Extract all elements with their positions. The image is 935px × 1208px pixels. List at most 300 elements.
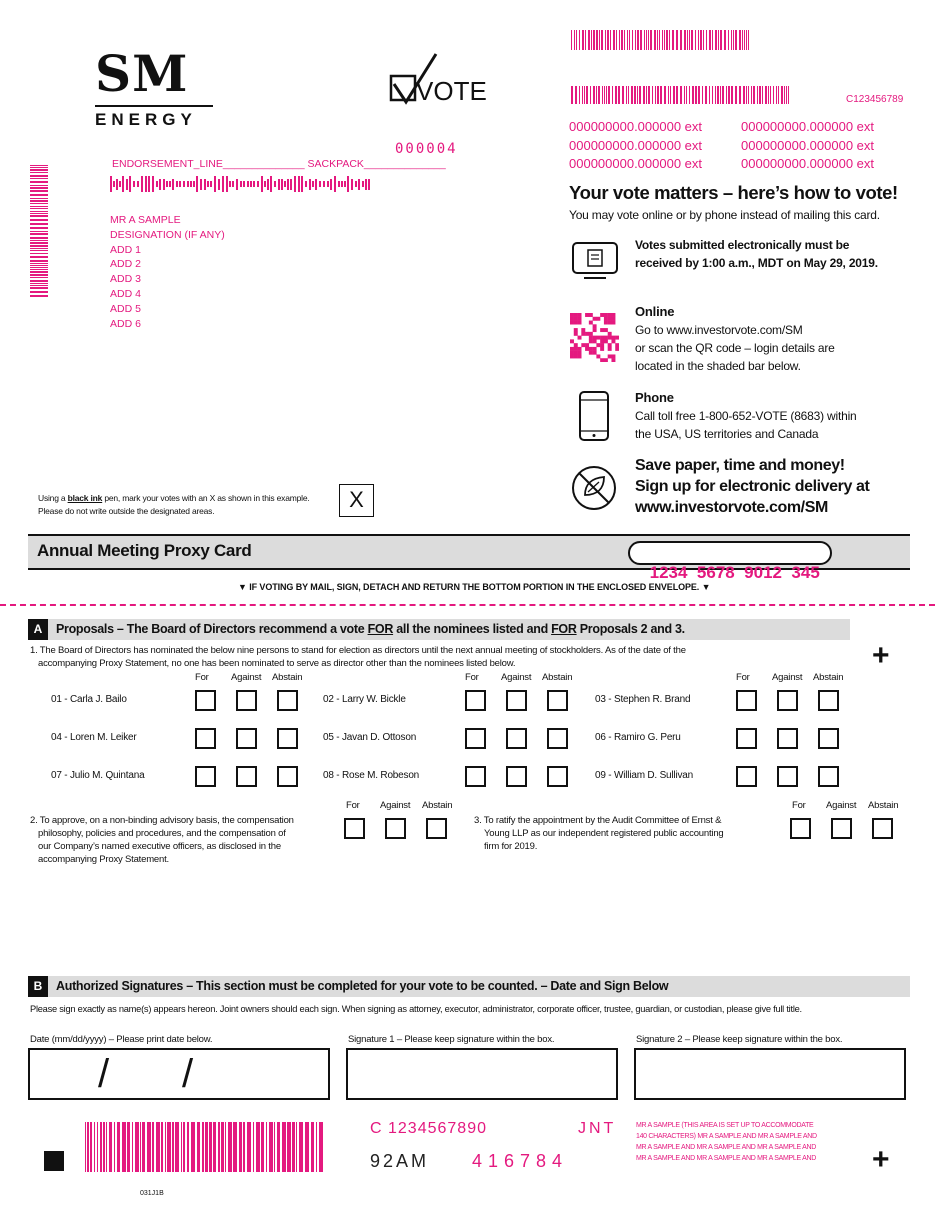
barcode-bar bbox=[113, 181, 115, 187]
barcode-bar bbox=[30, 277, 48, 278]
nominee-against-checkbox[interactable] bbox=[506, 728, 527, 749]
proposal2-against-checkbox[interactable] bbox=[385, 818, 406, 839]
ext-lines: 000000000.000000 ext 000000000.000000 ext 000000000.000000 ext 000000000.000000 ext 000000000.000000 ext 000000000.000000 ext bbox=[569, 119, 875, 171]
qr-code-icon bbox=[570, 313, 619, 362]
barcode-bar bbox=[161, 1122, 163, 1172]
barcode-bar bbox=[247, 181, 249, 187]
barcode-bar bbox=[30, 287, 48, 289]
barcode-bar bbox=[319, 181, 321, 187]
barcode-bar bbox=[193, 181, 195, 187]
barcode-bar bbox=[680, 86, 682, 104]
barcode-bar bbox=[334, 176, 336, 192]
barcode-bar bbox=[613, 30, 615, 50]
barcode-bar bbox=[659, 30, 660, 50]
barcode-bar bbox=[30, 233, 48, 235]
barcode-bar bbox=[689, 30, 690, 50]
no-paper-leaf-icon bbox=[570, 464, 618, 512]
barcode-bar bbox=[612, 86, 613, 104]
barcode-bar bbox=[654, 30, 656, 50]
barcode-bar bbox=[30, 175, 48, 177]
barcode-bar bbox=[668, 86, 669, 104]
barcode-bar bbox=[700, 30, 702, 50]
barcode-bar bbox=[30, 265, 48, 266]
barcode-bar bbox=[163, 179, 165, 190]
barcode-bar bbox=[743, 86, 745, 104]
proposal3-against-checkbox[interactable] bbox=[831, 818, 852, 839]
barcode-bar bbox=[312, 181, 314, 187]
barcode-bar bbox=[106, 1122, 107, 1172]
barcode-bar bbox=[287, 1122, 291, 1172]
date-slash-1: / bbox=[98, 1052, 110, 1096]
barcode-bar bbox=[243, 1122, 245, 1172]
example-x-mark: X bbox=[349, 487, 364, 512]
barcode-bar bbox=[724, 30, 726, 50]
nominee-against-checkbox[interactable] bbox=[506, 766, 527, 787]
nominee-for-checkbox[interactable] bbox=[195, 728, 216, 749]
proposal2-for-checkbox[interactable] bbox=[344, 818, 365, 839]
barcode-bar bbox=[30, 167, 48, 168]
barcode-bar bbox=[695, 30, 696, 50]
barcode-bar bbox=[141, 176, 143, 192]
barcode-bar bbox=[786, 86, 787, 104]
barcode-bar bbox=[243, 181, 245, 187]
proposal3-header-against: Against bbox=[826, 800, 857, 811]
barcode-bar bbox=[30, 242, 48, 244]
barcode-bar bbox=[117, 1122, 120, 1172]
barcode-bar bbox=[240, 181, 242, 187]
barcode-bar bbox=[739, 86, 741, 104]
nominee-abstain-checkbox[interactable] bbox=[547, 690, 568, 711]
phone-icon bbox=[578, 390, 610, 442]
column-header-for: For bbox=[195, 672, 209, 683]
barcode-bar bbox=[30, 285, 48, 286]
barcode-bar bbox=[358, 179, 360, 190]
logo-word: ENERGY bbox=[95, 110, 197, 129]
barcode-bar bbox=[30, 227, 48, 229]
barcode-bar bbox=[30, 213, 48, 214]
footer-code1: 92AM bbox=[370, 1151, 430, 1171]
barcode-bar bbox=[122, 176, 124, 192]
barcode-bar bbox=[253, 181, 255, 187]
barcode-bar bbox=[129, 176, 131, 192]
barcode-bar bbox=[156, 1122, 160, 1172]
barcode-bar bbox=[30, 194, 48, 196]
signature-instructions: Please sign exactly as name(s) appears hereon. Joint owners should each sign. When signing as attorney, executor, administrator, corporate officer, trustee, guardian, or custodian, please give full title. bbox=[30, 1004, 802, 1014]
barcode-bar bbox=[698, 30, 699, 50]
barcode-bar bbox=[152, 176, 154, 192]
barcode-bar bbox=[183, 181, 185, 187]
barcode-bar bbox=[281, 179, 283, 190]
barcode-bar bbox=[127, 1122, 130, 1172]
barcode-bar bbox=[30, 165, 48, 166]
nominee-abstain-checkbox[interactable] bbox=[818, 728, 839, 749]
barcode-bar bbox=[179, 181, 181, 187]
barcode-bar bbox=[30, 203, 48, 204]
barcode-bar bbox=[119, 181, 121, 187]
barcode-bar bbox=[148, 176, 150, 192]
barcode-bar bbox=[757, 86, 758, 104]
column-header-abstain: Abstain bbox=[272, 672, 303, 683]
barcode-bar bbox=[590, 86, 591, 104]
barcode-bar bbox=[290, 179, 292, 190]
barcode-bar bbox=[30, 219, 48, 221]
barcode-bar bbox=[602, 86, 603, 104]
barcode-bar bbox=[30, 198, 48, 199]
barcode-bar bbox=[748, 30, 749, 50]
barcode-bar bbox=[618, 86, 620, 104]
barcode-bar bbox=[341, 181, 343, 187]
barcode-bar bbox=[202, 1122, 204, 1172]
barcode-bar bbox=[605, 30, 606, 50]
barcode-bar bbox=[299, 1122, 303, 1172]
barcode-bar bbox=[142, 1122, 145, 1172]
barcode-bar bbox=[648, 30, 649, 50]
barcode-bar bbox=[30, 169, 48, 171]
barcode-bar bbox=[30, 263, 48, 264]
barcode-bar bbox=[30, 215, 48, 217]
proposal1-intro: 1. The Board of Directors has nominated the below nine persons to stand for election as directors until the next annual meeting of stockholders. As of the date of the accompanying Proxy Statement, no one has been nominated to serve as director other than the nominees listed below. bbox=[30, 645, 686, 669]
barcode-bar bbox=[169, 181, 171, 187]
barcode-bar bbox=[635, 30, 636, 50]
barcode-bar bbox=[631, 86, 633, 104]
barcode-bar bbox=[133, 181, 135, 187]
barcode-bar bbox=[624, 30, 625, 50]
barcode-bar bbox=[292, 1122, 295, 1172]
nominee-for-checkbox[interactable] bbox=[736, 728, 757, 749]
barcode-bar bbox=[735, 30, 737, 50]
barcode-bar bbox=[715, 30, 717, 50]
barcode-bar bbox=[135, 1122, 139, 1172]
nominee-for-checkbox[interactable] bbox=[195, 766, 216, 787]
column-header-abstain: Abstain bbox=[542, 672, 573, 683]
barcode-bar bbox=[226, 176, 228, 192]
barcode-bar bbox=[598, 86, 600, 104]
barcode-bar bbox=[629, 30, 630, 50]
barcode-bar bbox=[628, 86, 629, 104]
barcode-bar bbox=[662, 30, 663, 50]
barcode-bar bbox=[190, 181, 192, 187]
barcode-bar bbox=[702, 86, 703, 104]
barcode-bar bbox=[608, 86, 610, 104]
nominee-against-checkbox[interactable] bbox=[506, 690, 527, 711]
nominee-against-checkbox[interactable] bbox=[777, 728, 798, 749]
barcode-bar bbox=[689, 86, 690, 104]
example-mark-box bbox=[339, 484, 374, 517]
barcode-bar bbox=[30, 206, 48, 207]
barcode-bar bbox=[676, 86, 678, 104]
nominee-for-checkbox[interactable] bbox=[195, 690, 216, 711]
barcode-bar bbox=[90, 1122, 92, 1172]
barcode-bar bbox=[616, 30, 617, 50]
footer-code2: 416784 bbox=[472, 1151, 569, 1171]
barcode-bar bbox=[687, 30, 688, 50]
barcode-bar bbox=[30, 295, 48, 297]
barcode-bar bbox=[751, 86, 752, 104]
barcode-bar bbox=[717, 86, 719, 104]
barcode-bar bbox=[637, 30, 639, 50]
barcode-bar bbox=[109, 1122, 112, 1172]
barcode-bar bbox=[575, 86, 577, 104]
computer-icon bbox=[570, 240, 620, 282]
barcode-bar bbox=[323, 181, 325, 187]
barcode-bar bbox=[759, 86, 761, 104]
barcode-bar bbox=[588, 30, 590, 50]
barcode-bar bbox=[269, 1122, 273, 1172]
barcode-bar bbox=[172, 1122, 174, 1172]
barcode-bar bbox=[236, 179, 238, 190]
barcode-bar bbox=[294, 176, 296, 192]
nominee-name: 07 - Julio M. Quintana bbox=[51, 770, 145, 781]
nominee-against-checkbox[interactable] bbox=[236, 690, 257, 711]
footer-sample-names: MR A SAMPLE (THIS AREA IS SET UP TO ACCOMMODATE 140 CHARACTERS) MR A SAMPLE AND MR A SAMPLE AND MR A SAMPLE AND MR A SAMPLE AND MR A SAMPLE AND MR A SAMPLE AND MR A SAMPLE AND MR A SAMPLE AND bbox=[636, 1122, 817, 1162]
barcode-bar bbox=[639, 86, 641, 104]
barcode-bar bbox=[30, 280, 48, 282]
barcode-bar bbox=[666, 30, 668, 50]
barcode-bar bbox=[728, 86, 730, 104]
barcode-bar bbox=[284, 181, 286, 187]
barcode-bar bbox=[746, 86, 747, 104]
barcode-bar bbox=[30, 269, 48, 270]
barcode-bar bbox=[233, 1122, 237, 1172]
nominee-abstain-checkbox[interactable] bbox=[818, 766, 839, 787]
postal-barcode-second bbox=[571, 86, 829, 104]
barcode-bar bbox=[705, 86, 707, 104]
barcode-bar bbox=[210, 181, 212, 187]
barcode-bar bbox=[137, 181, 139, 187]
barcode-bar bbox=[222, 176, 224, 192]
barcode-bar bbox=[114, 1122, 115, 1172]
vote-heading: Your vote matters – here’s how to vote! bbox=[569, 182, 898, 203]
footer-jnt: JNT bbox=[578, 1120, 617, 1137]
column-header-against: Against bbox=[772, 672, 803, 683]
barcode-bar bbox=[315, 179, 317, 190]
barcode-bar bbox=[247, 1122, 251, 1172]
barcode-bar bbox=[739, 30, 741, 50]
detach-note: ▼ IF VOTING BY MAIL, SIGN, DETACH AND RETURN THE BOTTOM PORTION IN THE ENCLOSED ENVELOPE. ▼ bbox=[238, 582, 711, 592]
barcode-bar bbox=[196, 176, 198, 192]
barcode-bar bbox=[187, 181, 189, 187]
barcode-bar bbox=[30, 181, 48, 183]
barcode-bar bbox=[232, 181, 234, 187]
nominee-abstain-checkbox[interactable] bbox=[277, 766, 298, 787]
proposal3-header-for: For bbox=[792, 800, 806, 811]
barcode-bar bbox=[267, 179, 269, 190]
barcode-bar bbox=[579, 86, 580, 104]
proposal2-header-against: Against bbox=[380, 800, 411, 811]
barcode-bar bbox=[712, 30, 713, 50]
sm-energy-logo bbox=[95, 44, 220, 136]
barcode-bar bbox=[576, 30, 577, 50]
barcode-bar bbox=[30, 200, 48, 202]
barcode-bar bbox=[748, 86, 749, 104]
nominee-for-checkbox[interactable] bbox=[465, 690, 486, 711]
column-header-abstain: Abstain bbox=[813, 672, 844, 683]
proposal2-text: 2. To approve, on a non-binding advisory basis, the compensation philosophy, policies and procedures, and the compensation of our Company’s named executive officers, as disclosed in the accompanying Proxy Statement. bbox=[30, 815, 294, 865]
barcode-bar bbox=[670, 86, 671, 104]
nominee-against-checkbox[interactable] bbox=[777, 690, 798, 711]
barcode-bar bbox=[621, 30, 623, 50]
barcode-bar bbox=[715, 86, 716, 104]
nominee-for-checkbox[interactable] bbox=[465, 766, 486, 787]
barcode-bar bbox=[695, 86, 697, 104]
barcode-bar bbox=[652, 86, 653, 104]
proposal3-text: 3. To ratify the appointment by the Audit Committee of Ernst & Young LLP as our independent registered public accounting firm for 2019. bbox=[474, 815, 724, 852]
proposal2-abstain-checkbox[interactable] bbox=[426, 818, 447, 839]
barcode-bar bbox=[746, 30, 747, 50]
barcode-bar bbox=[261, 176, 263, 192]
nominee-name: 09 - William D. Sullivan bbox=[595, 770, 694, 781]
barcode-bar bbox=[316, 1122, 317, 1172]
nominee-against-checkbox[interactable] bbox=[236, 766, 257, 787]
barcode-bar bbox=[30, 283, 48, 284]
barcode-bar bbox=[753, 86, 755, 104]
barcode-bar bbox=[672, 30, 674, 50]
vote-subheading: You may vote online or by phone instead of mailing this card. bbox=[569, 208, 880, 222]
barcode-bar bbox=[586, 86, 588, 104]
barcode-bar bbox=[30, 223, 48, 225]
barcode-bar bbox=[781, 86, 783, 104]
column-header-for: For bbox=[736, 672, 750, 683]
signature-2-field[interactable] bbox=[634, 1048, 906, 1100]
barcode-bar bbox=[165, 1122, 166, 1172]
barcode-bar bbox=[30, 211, 48, 212]
barcode-bar bbox=[720, 86, 721, 104]
barcode-bar bbox=[30, 208, 48, 209]
barcode-bar bbox=[85, 1122, 86, 1172]
barcode-bar bbox=[330, 179, 332, 190]
barcode-bar bbox=[30, 231, 48, 232]
card-title: Annual Meeting Proxy Card bbox=[37, 541, 252, 560]
barcode-bar bbox=[30, 260, 48, 262]
barcode-bar bbox=[596, 86, 597, 104]
barcode-bar bbox=[229, 181, 231, 187]
barcode-bar bbox=[277, 1122, 280, 1172]
marking-instructions: Using a black ink pen, mark your votes with an X as shown in this example. Please do not write outside the designated areas. bbox=[38, 493, 310, 516]
barcode-bar bbox=[712, 86, 713, 104]
barcode-bar bbox=[250, 181, 252, 187]
barcode-bar bbox=[571, 30, 572, 50]
barcode-bar bbox=[30, 185, 48, 186]
barcode-bar bbox=[274, 181, 276, 187]
barcode-bar bbox=[591, 30, 592, 50]
signature-1-field[interactable] bbox=[346, 1048, 618, 1100]
nominee-abstain-checkbox[interactable] bbox=[277, 690, 298, 711]
barcode-bar bbox=[709, 30, 711, 50]
nominee-abstain-checkbox[interactable] bbox=[818, 690, 839, 711]
nominee-against-checkbox[interactable] bbox=[777, 766, 798, 787]
proposal2-header-abstain: Abstain bbox=[422, 800, 453, 811]
barcode-bar bbox=[768, 86, 769, 104]
nominee-for-checkbox[interactable] bbox=[465, 728, 486, 749]
electronic-deadline: Votes submitted electronically must be received by 1:00 a.m., MDT on May 29, 2019. bbox=[635, 238, 878, 270]
barcode-bar bbox=[116, 179, 118, 190]
barcode-bar bbox=[214, 176, 216, 192]
nominee-name: 04 - Loren M. Leiker bbox=[51, 732, 137, 743]
proposal3-for-checkbox[interactable] bbox=[790, 818, 811, 839]
barcode-bar bbox=[274, 1122, 275, 1172]
nominee-abstain-checkbox[interactable] bbox=[547, 728, 568, 749]
barcode-bar bbox=[650, 30, 652, 50]
barcode-bar bbox=[30, 291, 48, 293]
barcode-bar bbox=[648, 86, 650, 104]
barcode-bar bbox=[200, 179, 202, 190]
barcode-bar bbox=[643, 86, 645, 104]
nominee-abstain-checkbox[interactable] bbox=[277, 728, 298, 749]
barcode-bar bbox=[126, 179, 128, 190]
barcode-bar bbox=[228, 1122, 232, 1172]
paper-savings: Save paper, time and money! Sign up for electronic delivery at www.investorvote.com/SM bbox=[635, 457, 870, 516]
barcode-bar bbox=[770, 86, 771, 104]
barcode-bar bbox=[655, 86, 656, 104]
barcode-bar bbox=[30, 237, 48, 239]
barcode-bar bbox=[103, 1122, 105, 1172]
barcode-bar bbox=[610, 30, 611, 50]
barcode-bar bbox=[776, 86, 777, 104]
nominee-name: 01 - Carla J. Bailo bbox=[51, 694, 127, 705]
barcode-bar bbox=[253, 1122, 254, 1172]
barcode-bar bbox=[132, 1122, 133, 1172]
nominee-name: 05 - Javan D. Ottoson bbox=[323, 732, 417, 743]
barcode-bar bbox=[338, 181, 340, 187]
barcode-bar bbox=[172, 179, 174, 190]
perforation-line bbox=[0, 604, 935, 606]
barcode-bar bbox=[327, 181, 329, 187]
nominee-name: 02 - Larry W. Bickle bbox=[323, 694, 406, 705]
nominee-for-checkbox[interactable] bbox=[736, 690, 757, 711]
sequence-number: 000004 bbox=[395, 141, 458, 157]
barcode-bar bbox=[30, 256, 48, 258]
barcode-bar bbox=[191, 1122, 195, 1172]
barcode-bar bbox=[311, 1122, 314, 1172]
barcode-bar bbox=[351, 179, 353, 190]
barcode-bar bbox=[197, 1122, 200, 1172]
date-field[interactable] bbox=[28, 1048, 330, 1100]
nominee-for-checkbox[interactable] bbox=[736, 766, 757, 787]
barcode-bar bbox=[593, 86, 595, 104]
column-header-against: Against bbox=[231, 672, 262, 683]
proposal3-abstain-checkbox[interactable] bbox=[872, 818, 893, 839]
barcode-bar bbox=[145, 176, 147, 192]
nominee-abstain-checkbox[interactable] bbox=[547, 766, 568, 787]
plus-mark-footer: + bbox=[872, 1143, 890, 1176]
barcode-bar bbox=[147, 1122, 151, 1172]
barcode-bar bbox=[305, 181, 307, 187]
barcode-bar bbox=[657, 86, 659, 104]
barcode-bar bbox=[676, 30, 678, 50]
barcode-bar bbox=[282, 1122, 286, 1172]
barcode-bar bbox=[762, 86, 763, 104]
barcode-bar bbox=[183, 1122, 185, 1172]
barcode-bar bbox=[218, 179, 220, 190]
barcode-bar bbox=[344, 181, 346, 187]
barcode-bar bbox=[622, 86, 624, 104]
nominee-against-checkbox[interactable] bbox=[236, 728, 257, 749]
barcode-bar bbox=[305, 1122, 309, 1172]
barcode-bar bbox=[728, 30, 729, 50]
barcode-bar bbox=[30, 253, 48, 254]
footer-barcode bbox=[85, 1122, 355, 1172]
barcode-bar bbox=[664, 86, 666, 104]
barcode-bar bbox=[585, 30, 586, 50]
barcode-bar bbox=[664, 30, 665, 50]
barcode-bar bbox=[87, 1122, 89, 1172]
barcode-bar bbox=[30, 250, 48, 251]
side-barcode bbox=[30, 165, 48, 325]
barcode-bar bbox=[30, 248, 48, 249]
barcode-bar bbox=[347, 176, 349, 192]
barcode-bar bbox=[278, 179, 280, 190]
barcode-bar bbox=[301, 176, 303, 192]
